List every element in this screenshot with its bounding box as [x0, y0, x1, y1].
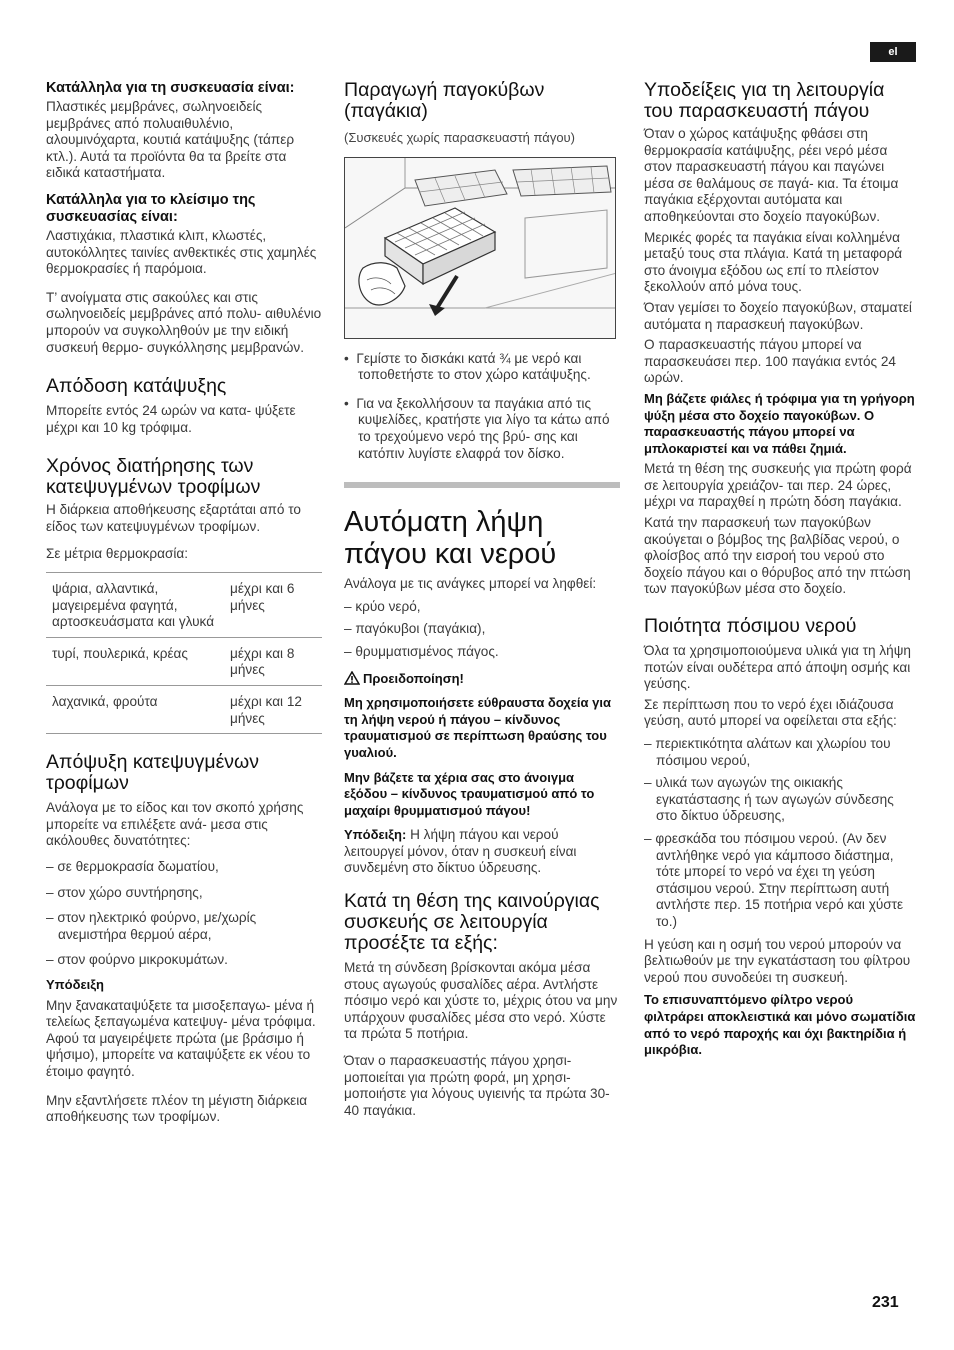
text-hint-2: Μερικές φορές τα παγάκια είναι κολλημένα μεταξύ τους στα πλάγια. Κατά τη μεταφορά στο άνοιγμα εξόδου ως επί το πλείστον ξεκολλούν από μόνα τους. [644, 229, 903, 295]
warning-text-2: Μην βάζετε τα χέρια σας στο άνοιγμα εξόδου – κίνδυνος τραυματισμού από το μαχαίρι θρυμματισμού πάγου! [344, 769, 595, 818]
list-item: – θρυμματισμένος πάγος. [344, 643, 499, 659]
warning-heading [344, 671, 620, 688]
bullet-item [344, 396, 620, 462]
bullet-text: Γεμίστε το δισκάκι κατά ¾ με νερό και τοποθετήστε το στον χώρο κατάψυξης. [356, 350, 591, 383]
heading-auto-ice-water: Αυτόματη λήψη πάγου και νερού [344, 506, 557, 571]
list-item: – κρύο νερό, [344, 598, 421, 614]
text-hint-6: Μετά τη θέση της συσκευής για πρώτη φορά σε λειτουργία χρειάζον- ται περ. 24 ώρες, μέχρι να παραχθεί η πρώτη δόση παγάκια. [644, 461, 912, 510]
warning-label: Προειδοποίηση! [363, 670, 464, 686]
table-row [46, 686, 322, 734]
text-note-2: Μην εξαντλήσετε πλέον τη μέγιστη διάρκεια αποθήκευσης των τροφίμων. [46, 1092, 308, 1125]
list-item: – στον φούρνο μικροκυμάτων. [46, 952, 228, 968]
heading-packaging: Κατάλληλα για τη συσκευασία είναι: [46, 80, 295, 96]
page-number: 231 [872, 1294, 899, 1311]
language-badge: el [870, 42, 916, 62]
warning-icon [344, 671, 360, 685]
column-left [46, 80, 322, 1126]
text-hint-1: Όταν ο χώρος κατάψυξης φθάσει στη θερμοκρασία κατάψυξης, ρέει νερό μέσα στον παρασκευαστή πάγου και παγώνει μέσα σε θαλάμους σε παγά- κια. Τα έτοιμα παγάκια εξέρχονται αυτόματα και αποθηκεύονται στο δοχείο παγοκύβων. [644, 126, 899, 224]
ice-tray-illustration [344, 157, 616, 339]
text-first-use-1: Μετά τη σύνδεση βρίσκονται ακόμα μέσα στους αγωγούς φυσαλίδες αέρα. Αντλήστε πόσιμο νερό και χύστε το, μέχρις ότου να μην υπάρχουν φυσαλίδες μέσα στο νερό. Χύστε τα πρώτα 5 ποτήρια. [344, 960, 618, 1042]
list-item: – περιεκτικότητα αλάτων και χλωρίου του πόσιμου νερού, [644, 736, 891, 768]
heading-closing: Κατάλληλα για το κλείσιμο της συσκευασίας είναι: [46, 191, 256, 225]
column-right [644, 80, 916, 1059]
heading-icemaker-hints: Υποδείξεις για τη λειτουργία του παρασκευαστή πάγου [644, 79, 885, 122]
table-cell-food: ψάρια, αλλαντικά, μαγειρεμένα φαγητά, αρτοσκευάσματα και γλυκά [46, 573, 224, 638]
bullet-item [344, 351, 620, 384]
heading-freezing-capacity: Απόδοση κατάψυξης [46, 375, 227, 398]
bullet-text: Για να ξεκολλήσουν τα παγάκια από τις κυψελίδες, κρατήστε για λίγο τα κάτω από το τρεχούμενο νερό της βρύ- σης και κατόπιν λυγίστε ελαφρά τον δίσκο. [356, 395, 610, 461]
note-label: Υπόδειξη [46, 977, 104, 992]
text-ice-subtitle: (Συσκευές χωρίς παρασκευαστή πάγου) [344, 130, 575, 145]
list-item: – παγόκυβοι (παγάκια), [344, 621, 486, 637]
text-packaging: Πλαστικές μεμβράνες, σωληνοειδείς μεμβράνες από πολυαιθυλένιο, αλουμινόχαρτα, κουτιά κατάψυξης (τάπερ κτλ.). Αυτά τα προϊόντα θα τα βρείτε στα ειδικά καταστήματα. [46, 99, 295, 181]
bullet-dot: • [344, 395, 357, 411]
text-temperature: Σε μέτρια θερμοκρασία: [46, 545, 189, 561]
list-item: – στον ηλεκτρικό φούρνο, με/χωρίς ανεμιστήρα θερμού αέρα, [46, 910, 257, 942]
text-hint-5: Μη βάζετε φιάλες ή τρόφιμα για τη γρήγορη ψύξη μέσα στο δοχείο παγοκύβων. Ο παρασκευαστής πάγου μπορεί να μπλοκαριστεί και να πάθει ζημιά. [644, 390, 915, 456]
table-cell-time: μέχρι και 6 μήνες [224, 573, 322, 638]
warning-text-1: Μη χρησιμοποιήσετε εύθραυστα δοχεία για τη λήψη νερού ή πάγου – κίνδυνος τραυματισμού σε περίπτωση θραύσης του γυαλιού. [344, 695, 611, 760]
text-closing: Λαστιχάκια, πλαστικά κλιπ, κλωστές, αυτοκόλλητες ταινίες ανθεκτικές στις χαμηλές θερμοκρασίες ή παρόμοια. [46, 227, 317, 277]
heading-water-quality: Ποιότητα πόσιμου νερού [644, 615, 857, 638]
text-sealing: Τ’ ανοίγματα στις σακούλες και στις σωληνοειδείς μεμβράνες από πολυ- αιθυλένιο μπορούν να συγκολληθούν με την ειδική συσκευή θερμο- συγκόλλησης μεμβρανών. [46, 289, 322, 355]
text-quality-4: Το επισυναπτόμενο φίλτρο νερού φιλτράρει αποκλειστικά και μόνο σωματίδια από το νερό παροχής και όχι βακτηρίδια ή μικρόβια. [644, 992, 916, 1058]
list-item: – στον χώρο συντήρησης, [46, 884, 203, 900]
table-row [46, 573, 322, 638]
text-freezing-capacity: Μπορείτε εντός 24 ωρών να κατα- ψύξετε μέχρι και 10 kg τρόφιμα. [46, 403, 296, 435]
ice-tray-drawing [345, 158, 616, 339]
list-item: – σε θερμοκρασία δωματίου, [46, 859, 219, 875]
text-quality-1: Όλα τα χρησιμοποιούμενα υλικά για τη λήψη ποτών είναι ουδέτερα από άποψη οσμής και γεύσης. [644, 643, 911, 692]
text-auto-intro: Ανάλογα με τις ανάγκες μπορεί να ληφθεί: [344, 576, 597, 592]
text-first-use-2: Όταν ο παρασκευαστής πάγου χρησι- μοποιείται για πρώτη φορά, μη χρησι- μοποιήστε για λόγους υγιεινής τα πρώτα 30-40 παγάκια. [344, 1053, 610, 1118]
column-middle [344, 80, 620, 1119]
storage-table [46, 572, 322, 734]
text-hint-7: Κατά την παρασκευή των παγοκύβων ακούγεται ο βόμβος της βαλβίδας νερού, ο φλοίσβος από την εισροή του νερού στο δοχείο πάγου και ο θόρυβος από την πτώση των παγοκύβων μέσα στο δοχείο. [644, 515, 911, 597]
heading-storage-time: Χρόνος διατήρησης των κατεψυγμένων τροφίμων [46, 455, 261, 499]
text-thawing: Ανάλογα με το είδος και τον σκοπό χρήσης μπορείτε να επιλέξετε ανά- μεσα στις ακόλουθες δυνατότητες: [46, 800, 304, 849]
list-item: – φρεσκάδα του πόσιμου νερού. (Αν δεν αντλήθηκε νερό για κάμποσο διάστημα, τότε μπορεί το νερό να έχει τη γεύση στάσιμου νερού. Στην περίπτωση αυτή αντλήστε περ. 15 ποτήρια νερό και χύστε το.) [644, 830, 904, 929]
section-divider [344, 482, 620, 488]
table-cell-time: μέχρι και 12 μήνες [224, 686, 322, 734]
heading-ice-cubes: Παραγωγή παγοκύβων (παγάκια) [344, 79, 545, 122]
text-quality-3: Η γεύση και η οσμή του νερού μπορούν να βελτιωθούν με την εγκατάσταση του φίλτρου νερού που συνοδεύει τη συσκευή. [644, 936, 911, 985]
text-note-1: Μην ξανακαταψύξετε τα μισοξεπαγω- μένα ή τελείως ξεπαγωμένα κατεψυγ- μένα τρόφιμα. Αφού τα μαγειρέψετε πρώτα (με βράσιμο ή ψήσιμο), μπορείτε να καταψύξετε εκ νέου το έτοιμο φαγητό. [46, 997, 316, 1079]
table-row [46, 637, 322, 685]
text-storage-time: Η διάρκεια αποθήκευσης εξαρτάται από το είδος των κατεψυγμένων τροφίμων. [46, 502, 301, 534]
list-item: – υλικά των αγωγών της οικιακής εγκατάστασης ή των αγωγών σύνδεσης στο δίκτυο ύδρευσης, [644, 775, 894, 824]
table-cell-time: μέχρι και 8 μήνες [224, 637, 322, 685]
text-hint-4: Ο παρασκευαστής πάγου μπορεί να παρασκευάσει περ. 100 παγάκια εντός 24 ωρών. [644, 337, 896, 386]
text-quality-2: Σε περίπτωση που το νερό έχει ιδιάζουσα γεύση, αυτό μπορεί να οφείλεται στα εξής: [644, 696, 897, 729]
hint-text: Η λήψη πάγου και νερού λειτουργεί μόνον, όταν η συσκευή είναι συνδεμένη στο δίκτυο ύδρευσης. [344, 827, 577, 876]
heading-first-use: Κατά τη θέση της καινούργιας συσκευής σε λειτουργία προσέξτε τα εξής: [344, 890, 600, 955]
table-cell-food: τυρί, πουλερικά, κρέας [46, 637, 224, 685]
text-hint-3: Όταν γεμίσει το δοχείο παγοκύβων, σταματεί αυτόματα η παρασκευή παγοκύβων. [644, 299, 912, 332]
hint-label: Υπόδειξη: [344, 827, 407, 843]
hint-paragraph [344, 827, 620, 877]
bullet-dot: • [344, 350, 357, 366]
table-cell-food: λαχανικά, φρούτα [46, 686, 224, 734]
heading-thawing: Απόψυξη κατεψυγμένων τροφίμων [46, 751, 260, 795]
